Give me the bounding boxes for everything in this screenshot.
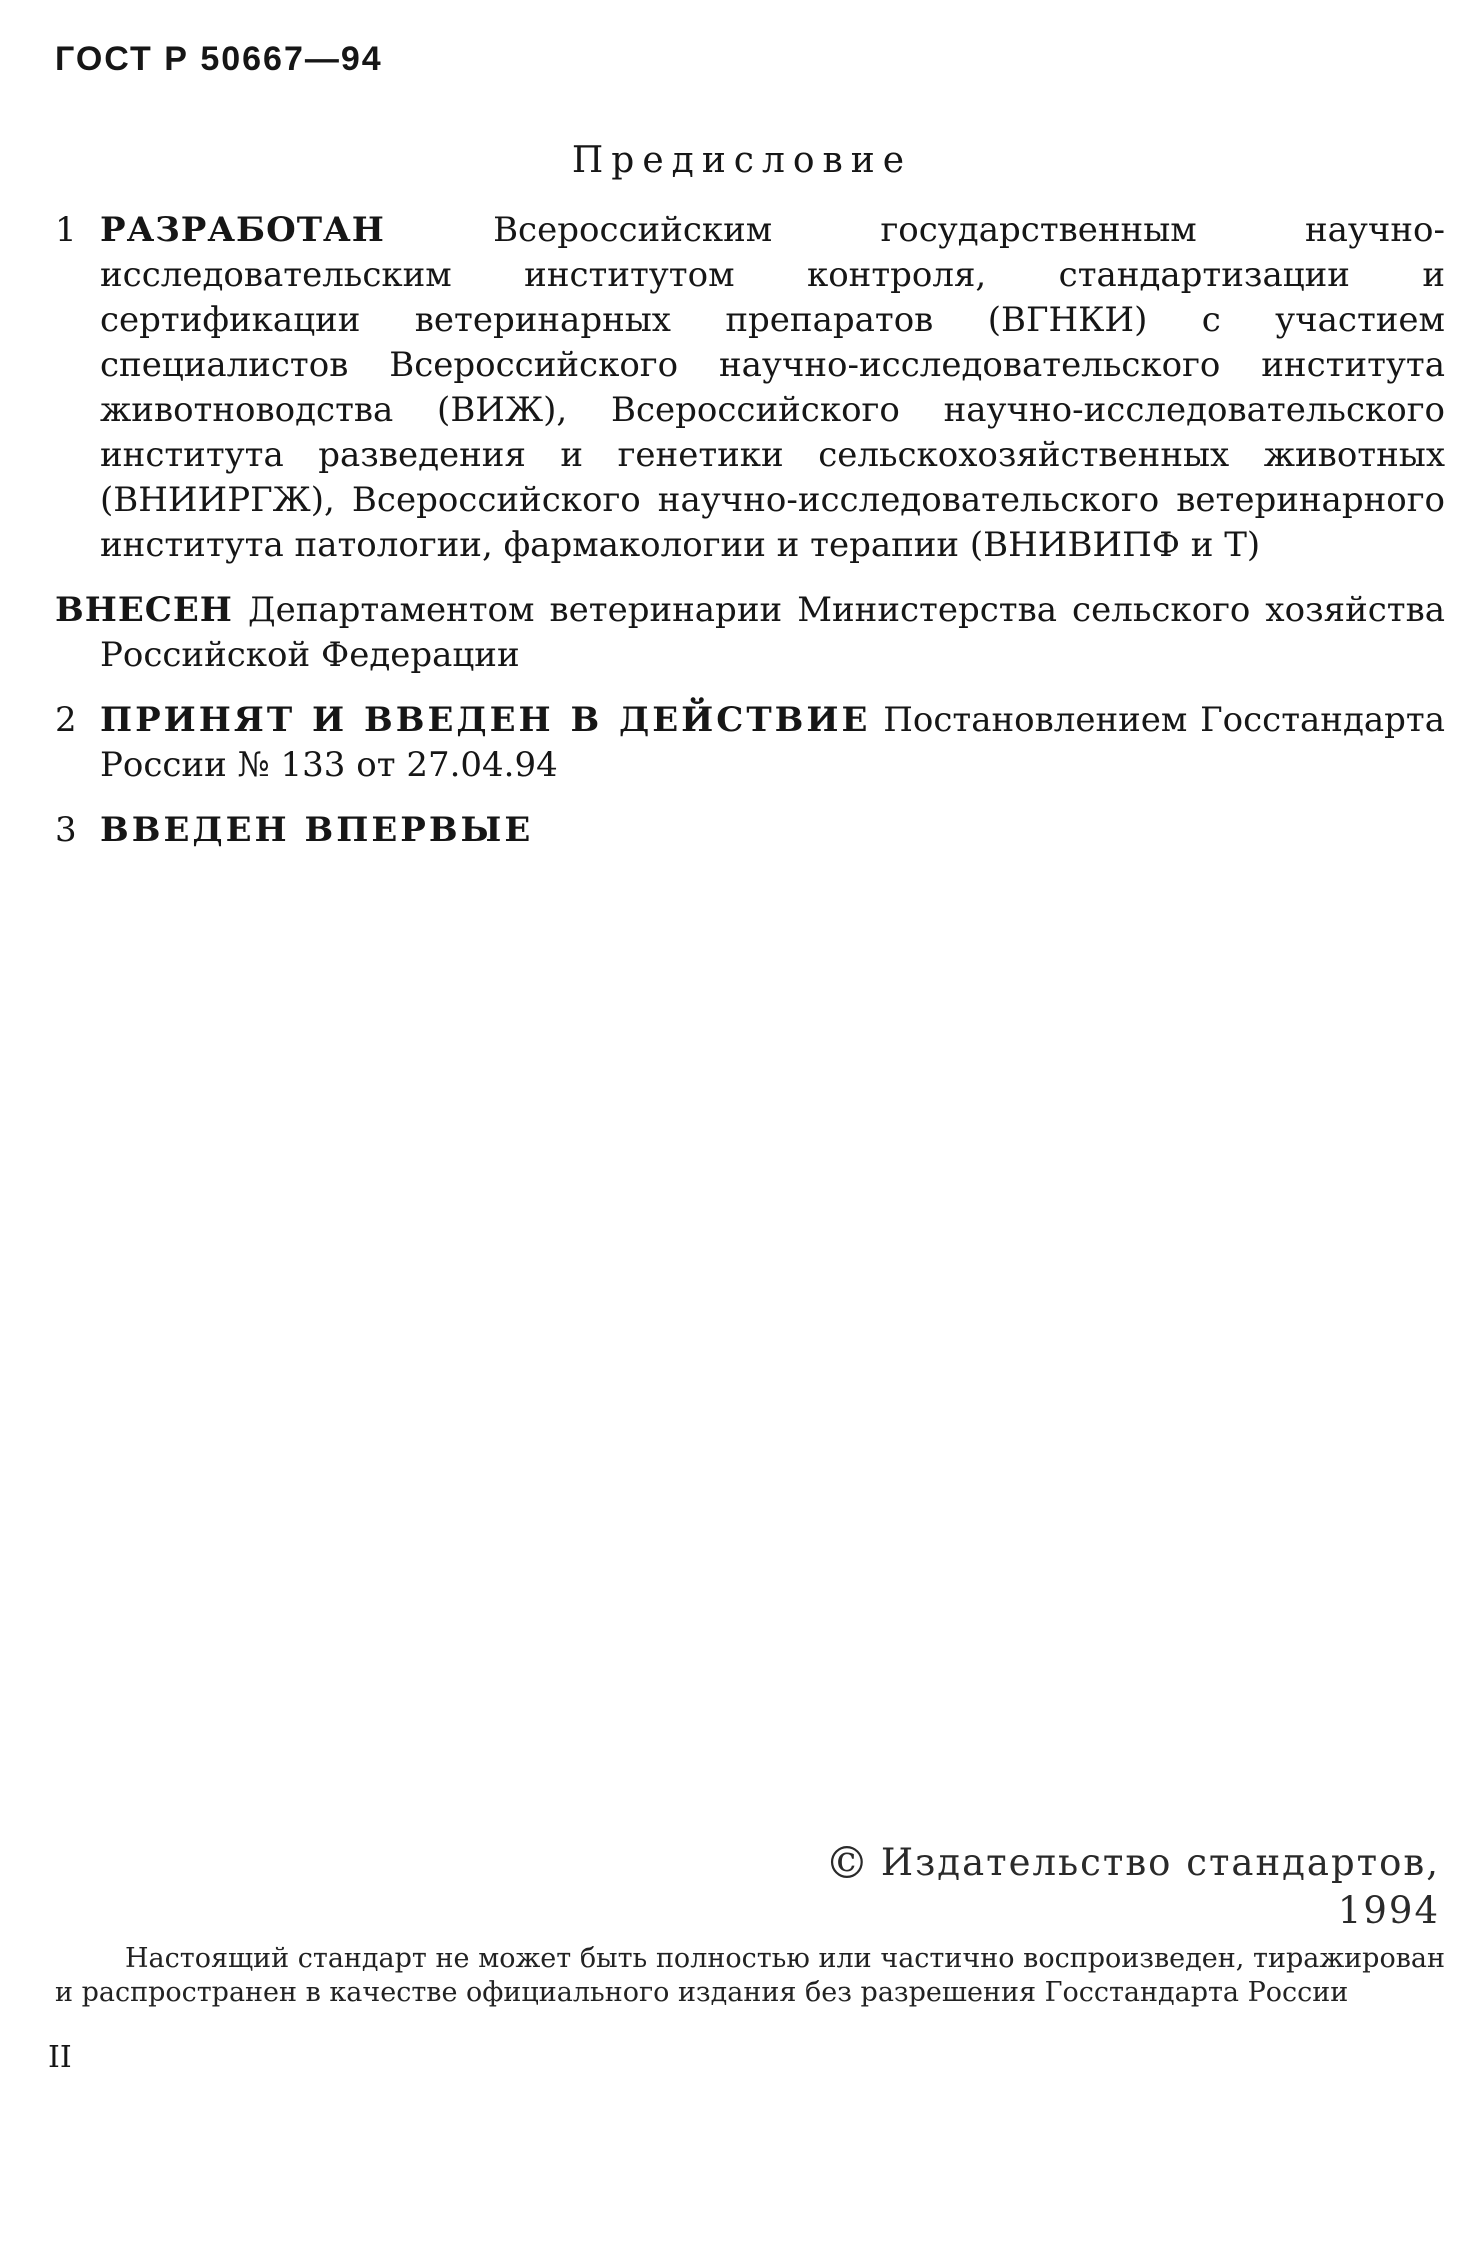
section-text: Всероссийским государственным научно-исследовательским институтом контроля, стандартизации и сертификации ветеринарных препаратов (ВГНКИ) с участием специалистов Всероссийского научно-исследовательского института животноводства (ВИЖ), Всероссийского научно-исследовательского института разведения и генетики сельскохозяйственных животных (ВНИИРГЖ), Всероссийского научно-исследовательского ветеринарного института патологии, фармакологии и терапии (ВНИВИПФ и Т) xyxy=(100,210,1445,565)
preface-title: Предисловие xyxy=(571,140,913,181)
section-lead: ПРИНЯТ И ВВЕДЕН В ДЕЙСТВИЕ xyxy=(100,700,871,740)
section-number: 2 xyxy=(55,700,77,740)
section-3 xyxy=(55,808,1445,853)
section-introduced xyxy=(55,588,1445,678)
standard-code: ГОСТ Р 50667—94 xyxy=(55,40,383,78)
section-number: 3 xyxy=(55,810,77,850)
section-lead: ВВЕДЕН ВПЕРВЫЕ xyxy=(100,810,534,850)
section-2 xyxy=(55,698,1445,788)
section-number: 1 xyxy=(55,210,77,250)
section-lead: РАЗРАБОТАН xyxy=(100,210,385,250)
section-text: Постановлением Госстандарта России № 133 от 27.04.94 xyxy=(100,700,1445,785)
copyright-text: Издательство стандартов, 1994 xyxy=(880,1841,1440,1932)
reproduction-notice: Настоящий стандарт не может быть полностью или частично воспроизведен, тиражирован и распространен в качестве официального издания без разрешения Госстандарта России xyxy=(55,1943,1445,2008)
preface-content xyxy=(55,208,1445,853)
section-lead: ВНЕСЕН xyxy=(55,590,233,630)
section-1 xyxy=(55,208,1445,568)
section-text: Департаментом ветеринарии Министерства сельского хозяйства Российской Федерации xyxy=(100,590,1445,675)
copyright-line xyxy=(720,1838,1440,1932)
copyright-icon: © xyxy=(824,1838,871,1889)
page-number: II xyxy=(48,2040,72,2075)
